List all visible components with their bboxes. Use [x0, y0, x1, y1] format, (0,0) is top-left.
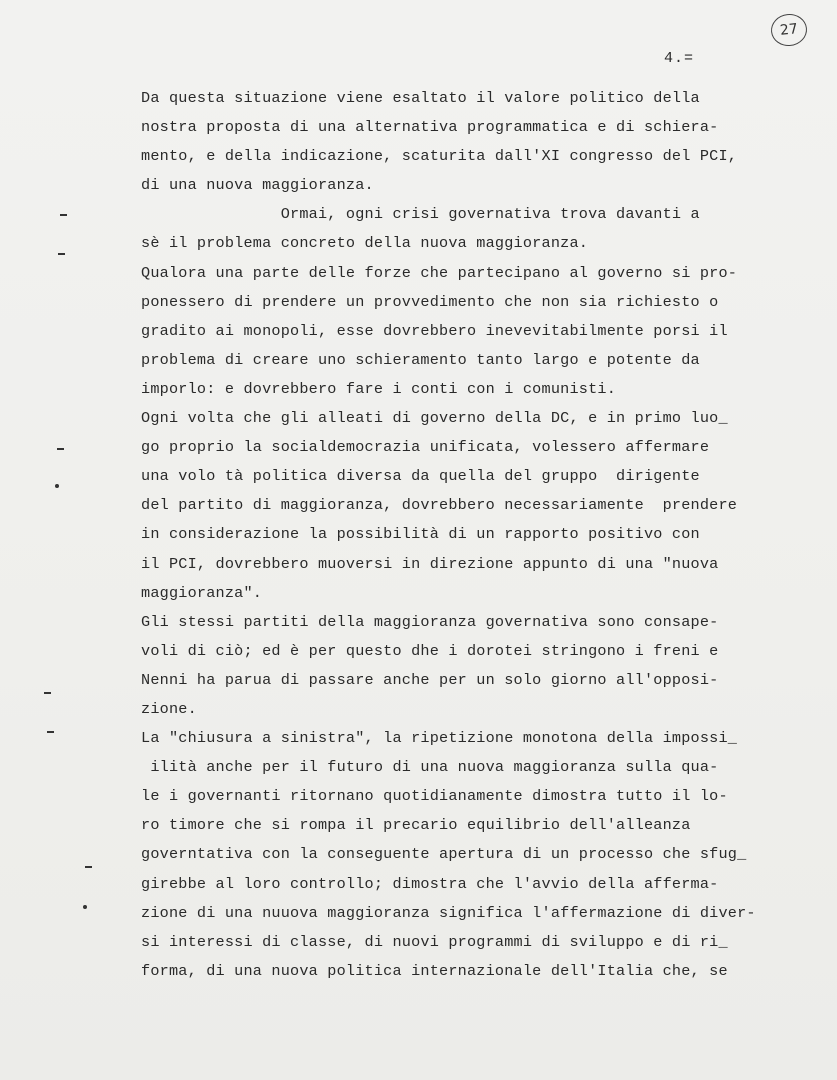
text-line: ro timore che si rompa il precario equilibrio dell'alleanza	[141, 816, 691, 835]
margin-mark	[47, 731, 54, 733]
text-line: di una nuova maggioranza.	[141, 176, 374, 195]
archive-page-stamp: 27	[769, 12, 808, 48]
text-line: Ormai, ogni crisi governativa trova davanti a	[141, 205, 700, 224]
text-line: go proprio la socialdemocrazia unificata, volessero affermare	[141, 438, 710, 457]
text-line: La "chiusura a sinistra", la ripetizione monotona della impossi_	[141, 729, 738, 748]
text-line: Gli stessi partiti della maggioranza governativa sono consape-	[141, 612, 719, 631]
typewritten-text	[141, 84, 781, 986]
margin-dot	[83, 905, 87, 909]
margin-mark	[60, 214, 67, 216]
text-line: Nenni ha parua di passare anche per un solo giorno all'opposi-	[141, 670, 719, 689]
text-line: una volo tà politica diversa da quella del gruppo dirigente	[141, 467, 700, 486]
text-line: problema di creare uno schieramento tanto largo e potente da	[141, 350, 700, 369]
text-line: voli di ciò; ed è per questo dhe i dorotei stringono i freni e	[141, 641, 719, 660]
margin-mark	[57, 448, 64, 450]
text-line: Qualora una parte delle forze che partecipano al governo si pro-	[141, 263, 738, 282]
text-line: zione di una nuuova maggioranza significa l'affermazione di diver-	[141, 903, 756, 922]
text-line: ponessero di prendere un provvedimento che non sia richiesto o	[141, 292, 719, 311]
page-number: 4.=	[664, 50, 695, 67]
text-line: ilità anche per il futuro di una nuova maggioranza sulla qua-	[141, 758, 719, 777]
text-line: il PCI, dovrebbero muoversi in direzione appunto di una "nuova	[141, 554, 719, 573]
text-line: Ogni volta che gli alleati di governo della DC, e in primo luo_	[141, 409, 728, 428]
text-line: gradito ai monopoli, esse dovrebbero inevevitabilmente porsi il	[141, 321, 728, 340]
text-line: sè il problema concreto della nuova maggioranza.	[141, 234, 589, 253]
text-line: maggioranza".	[141, 583, 263, 602]
margin-dot	[55, 484, 59, 488]
text-line: nostra proposta di una alternativa programmatica e di schiera-	[141, 118, 719, 137]
text-line: zione.	[141, 699, 197, 718]
text-line: girebbe al loro controllo; dimostra che l'avvio della afferma-	[141, 874, 719, 893]
text-line: mento, e della indicazione, scaturita dall'XI congresso del PCI,	[141, 147, 738, 166]
text-line: del partito di maggioranza, dovrebbero necessariamente prendere	[141, 496, 738, 515]
margin-mark	[85, 866, 92, 868]
text-line: si interessi di classe, di nuovi programmi di sviluppo e di ri_	[141, 932, 728, 951]
text-line: in considerazione la possibilità di un rapporto positivo con	[141, 525, 700, 544]
text-line: imporlo: e dovrebbero fare i conti con i comunisti.	[141, 379, 617, 398]
text-line: Da questa situazione viene esaltato il valore politico della	[141, 89, 700, 107]
margin-mark	[58, 253, 65, 255]
text-line: governtativa con la conseguente apertura di un processo che sfug_	[141, 845, 747, 864]
margin-mark	[44, 692, 51, 694]
text-line: forma, di una nuova politica internazionale dell'Italia che, se	[141, 961, 728, 980]
text-line: le i governanti ritornano quotidianamente dimostra tutto il lo-	[141, 787, 728, 806]
